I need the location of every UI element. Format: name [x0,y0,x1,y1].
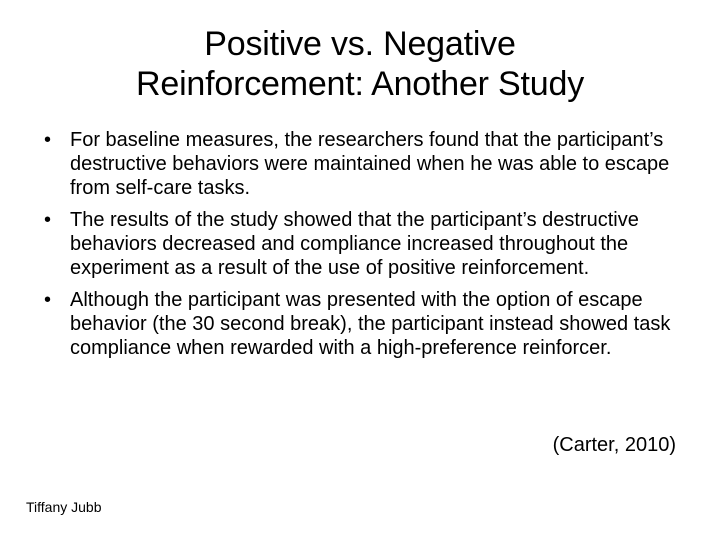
bullet-dot-icon: • [44,289,52,311]
bullet-text: The results of the study showed that the participant’s destructive behaviors decreased and compliance increased throughout the experiment as a result of the use of positive reinforcement. [70,209,639,279]
footer-author: Tiffany Jubb [26,499,102,515]
bullet-dot-icon: • [44,129,52,151]
slide-title [40,24,680,104]
slide-title-line-1: Positive vs. Negative [204,25,516,63]
slide-title-line-2: Reinforcement: Another Study [136,65,584,103]
bullet-list [44,128,694,368]
bullet-item-baseline [44,128,694,200]
bullet-dot-icon: • [44,209,52,231]
bullet-text: Although the participant was presented with the option of escape behavior (the 30 second break), the participant instead showed task compliance when rewarded with a high-preference reinforcer. [70,289,671,359]
bullet-text: For baseline measures, the researchers found that the participant’s destructive behaviors were maintained when he was able to escape from self-care tasks. [70,129,670,199]
bullet-item-escape [44,288,694,360]
bullet-item-results [44,208,694,280]
citation: (Carter, 2010) [552,434,676,456]
